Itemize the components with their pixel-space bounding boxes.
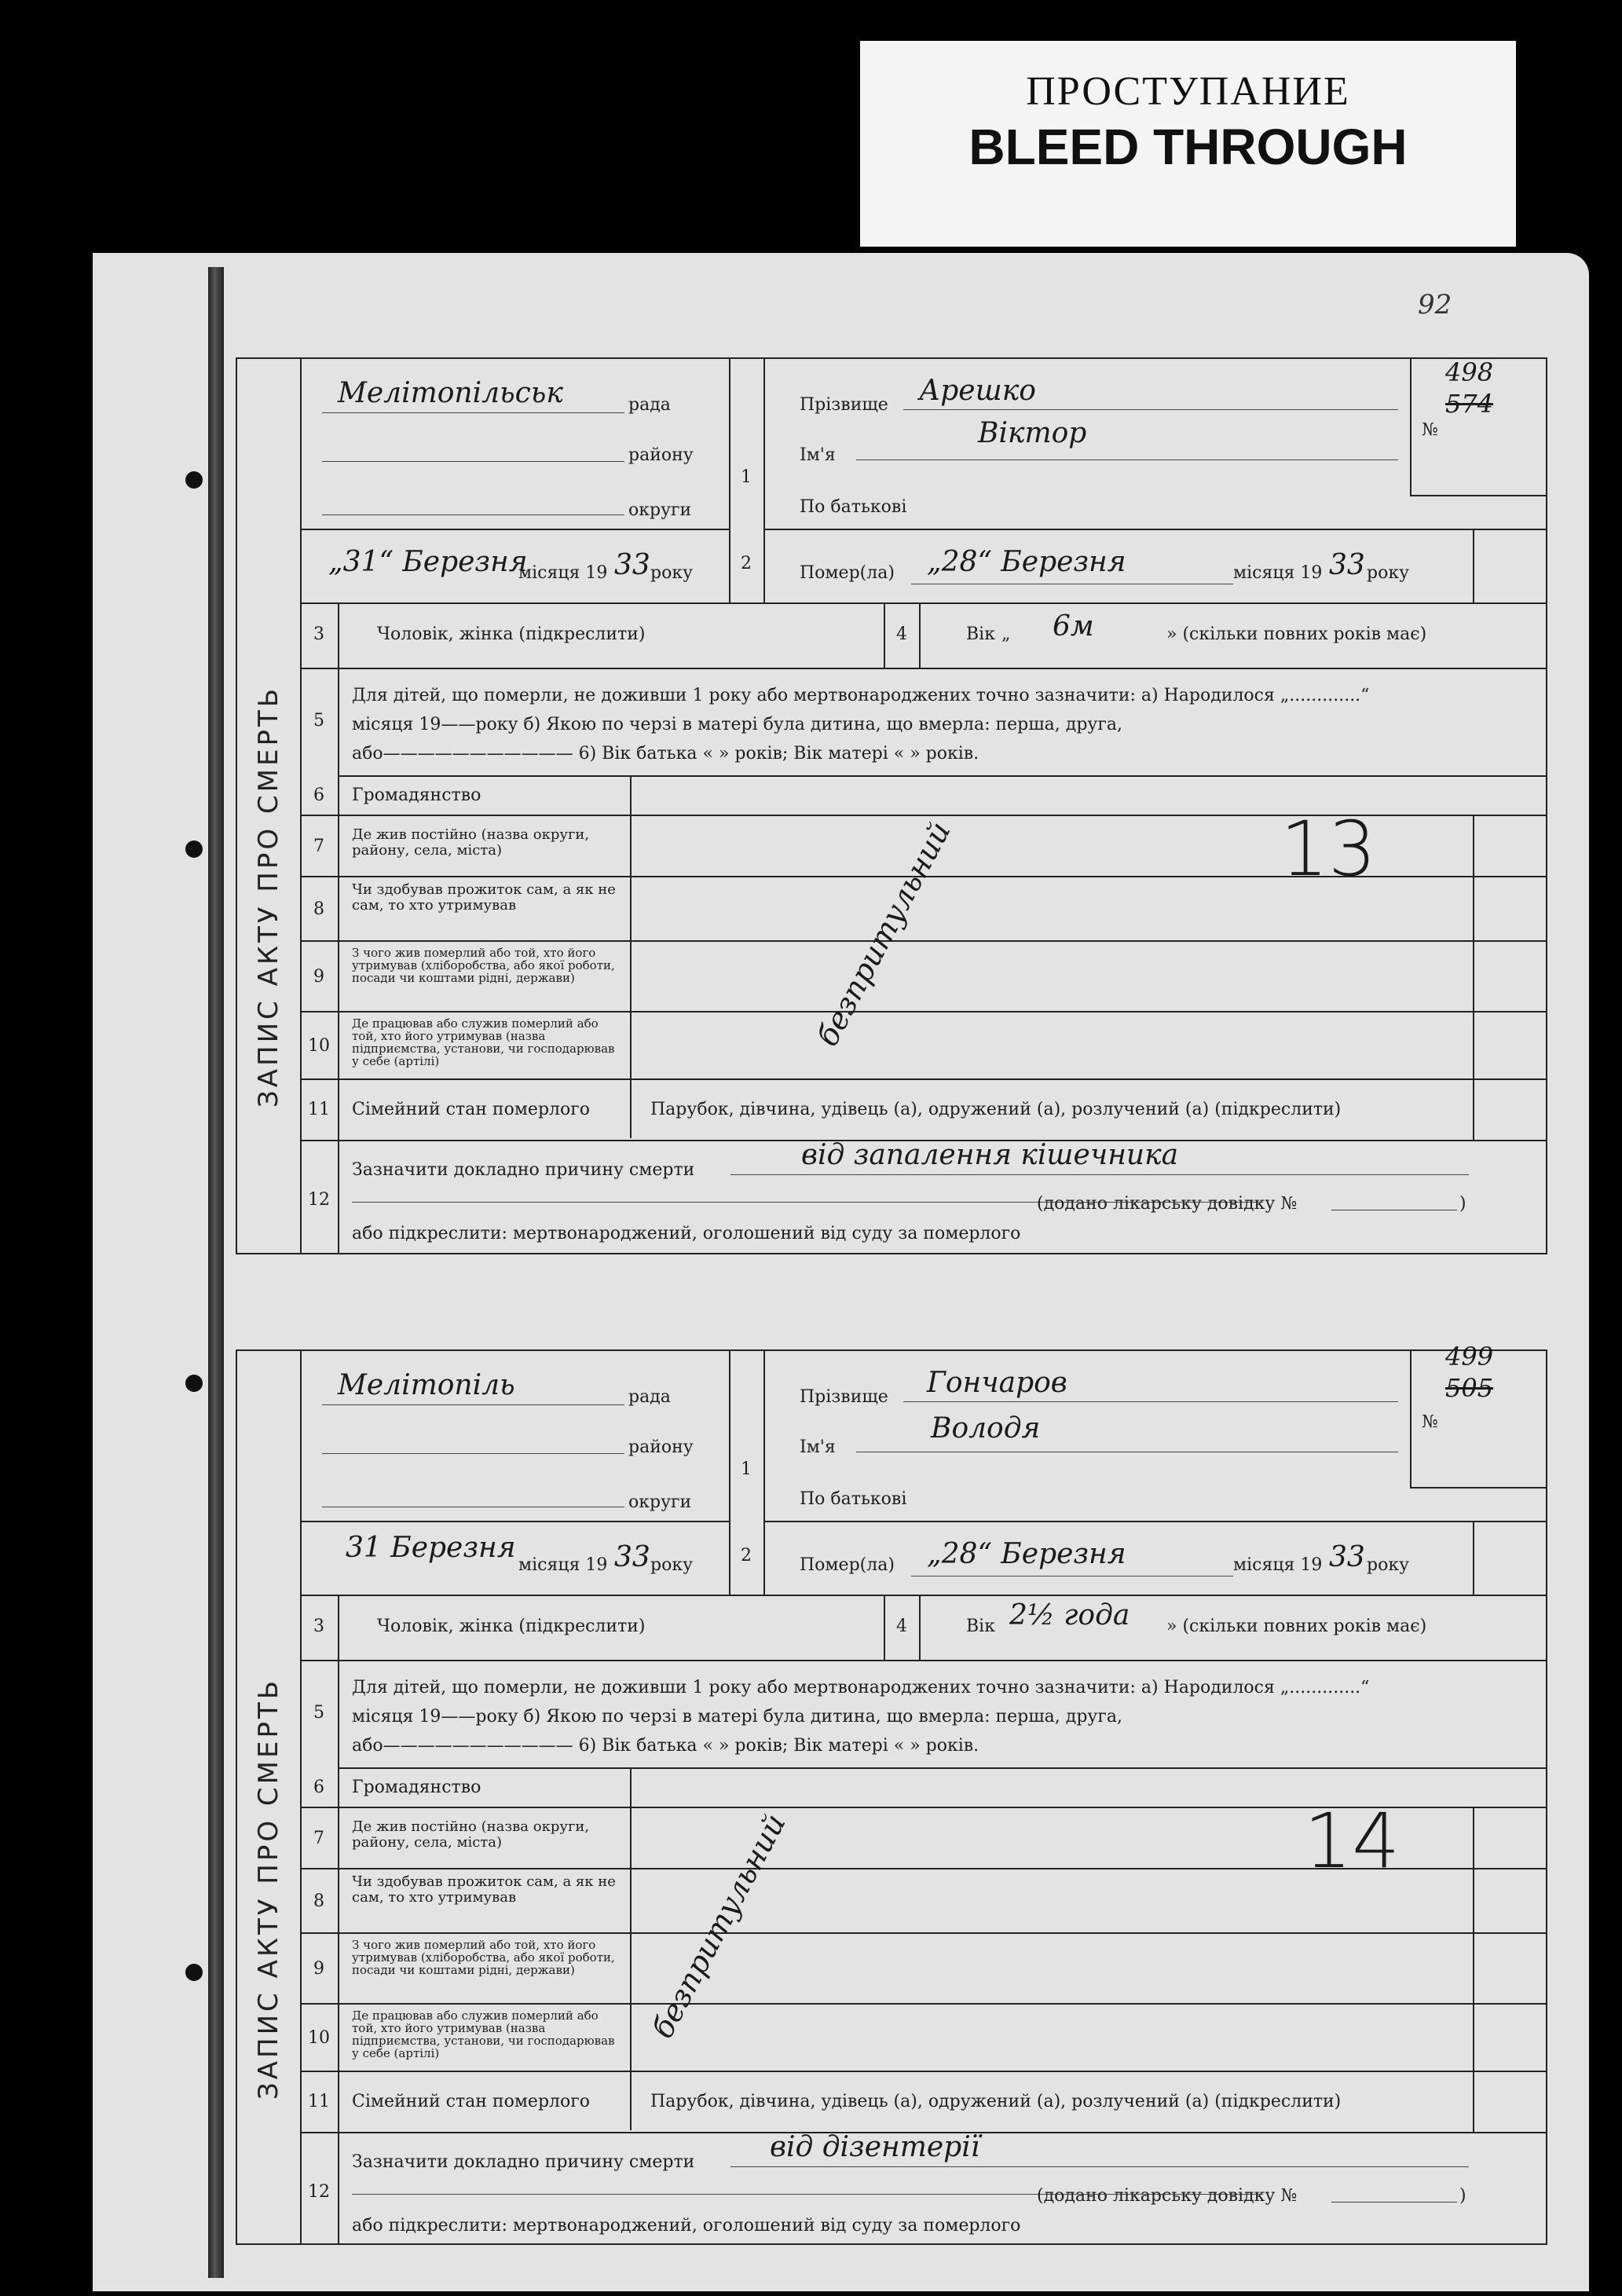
raion-line — [322, 1453, 624, 1454]
row-number: 5 — [313, 711, 324, 731]
row-number: 10 — [308, 1036, 330, 1056]
age-note: » (скільки повних років має) — [1166, 624, 1427, 644]
divider — [300, 1011, 1547, 1013]
side-divider — [300, 357, 302, 1253]
divider — [300, 2003, 1547, 2005]
row-number: 2 — [741, 1546, 752, 1565]
row-number: 11 — [308, 1100, 330, 1119]
death-month-label: місяця 19 — [1233, 1555, 1323, 1575]
workplace-label: Де працював або служив померлий або той, хто його утримував (назва підприємства, установи, чи господарював у себе (артілі) — [352, 2009, 615, 2060]
rada-line — [322, 1404, 624, 1405]
registration-date: „31“ Березня — [328, 546, 528, 578]
registration-year: 33 — [614, 549, 650, 581]
rada-value: Мелітопільськ — [338, 377, 563, 409]
row-number: 5 — [313, 1703, 324, 1723]
divider — [919, 1595, 921, 1660]
death-year-label: року — [1367, 563, 1410, 583]
row-number: 2 — [741, 554, 752, 573]
name-label: Ім'я — [800, 445, 836, 465]
divider — [300, 940, 1547, 942]
cause-line — [730, 2166, 1469, 2167]
divider — [763, 529, 1547, 530]
year-label: року — [650, 1555, 694, 1575]
binding-hole — [185, 840, 203, 858]
divider — [1410, 495, 1547, 496]
divider — [884, 1595, 885, 1660]
workplace-label: Де працював або служив померлий або той, хто його утримував (назва підприємства, установи, чи господарював у себе (артілі) — [352, 1016, 615, 1068]
record-number-sign: № — [1422, 1412, 1438, 1432]
divider — [1410, 1487, 1547, 1489]
okruha-line — [322, 514, 624, 515]
row-number: 12 — [308, 2182, 330, 2202]
row-number: 11 — [308, 2092, 330, 2111]
residence-label: Де жив постійно (назва округи, району, села, міста) — [352, 826, 590, 859]
binding-hole — [185, 471, 203, 489]
name-label: Ім'я — [800, 1437, 836, 1457]
name-value: Віктор — [978, 417, 1087, 449]
cause-label: Зазначити докладно причину смерти — [352, 1160, 695, 1180]
row-number: 9 — [313, 1959, 324, 1979]
divider — [1473, 1807, 1474, 2132]
surname-value: Арешко — [919, 375, 1036, 407]
row-number: 8 — [313, 899, 324, 919]
row-number: 6 — [313, 785, 324, 805]
surname-value: Гончаров — [927, 1367, 1067, 1399]
divider — [763, 357, 765, 602]
surname-line — [903, 409, 1398, 410]
okruha-label: округи — [628, 1492, 692, 1512]
divider — [338, 1767, 1547, 1769]
death-label: Помер(ла) — [800, 1555, 895, 1575]
divider — [300, 2071, 1547, 2072]
cause-value: від дізентерії — [770, 2131, 980, 2163]
big-number: 14 — [1304, 1797, 1400, 1885]
divider — [338, 775, 1547, 777]
marital-label: Сімейний стан померлого — [352, 1100, 591, 1119]
cause-line — [730, 1174, 1469, 1175]
cause-label: Зазначити докладно причину смерти — [352, 2152, 695, 2172]
divider — [1410, 357, 1411, 495]
stillborn-label: або підкреслити: мертвонароджений, оголошений від суду за померлого — [352, 2216, 1021, 2236]
record-number-new: 498 — [1445, 357, 1494, 387]
raion-label: району — [628, 445, 694, 465]
divider — [763, 1521, 1547, 1522]
row-number: 1 — [741, 1459, 752, 1479]
binding-holes — [93, 259, 212, 2286]
big-number: 13 — [1280, 805, 1377, 893]
record-number-old: 574 — [1445, 389, 1494, 419]
rada-label: рада — [628, 395, 671, 415]
medical-cert-label: (додано лікарську довідку № — [1037, 2186, 1298, 2206]
divider — [300, 602, 1547, 604]
divider — [1410, 1349, 1411, 1487]
row-number: 3 — [313, 1617, 324, 1636]
binding-hole — [185, 1964, 203, 1981]
row-number: 6 — [313, 1778, 324, 1797]
record-number-new: 499 — [1445, 1342, 1494, 1371]
death-record-form-2 — [236, 1342, 1547, 2245]
children-line-3: або——————————— 6) Вік батька « » років; Вік матері « » років. — [352, 1736, 979, 1756]
medical-cert-close: ) — [1459, 2186, 1466, 2206]
citizenship-label: Громадянство — [352, 1778, 481, 1797]
divider — [300, 1595, 1547, 1596]
income-source-label: З чого жив померлий або той, хто його утримував (хліборобства, або якої роботи, посади чи коштами рідні, держави) — [352, 946, 615, 985]
divider — [300, 529, 729, 530]
row-number: 10 — [308, 2028, 330, 2048]
death-record-form-1 — [236, 357, 1547, 1254]
row-number: 4 — [896, 1617, 907, 1636]
diagonal-note: безпритульний — [810, 815, 957, 1052]
divider — [300, 1078, 1547, 1080]
divider — [630, 1767, 632, 2130]
record-number-sign: № — [1422, 420, 1438, 440]
divider — [1473, 529, 1474, 602]
age-label: Вік — [966, 624, 995, 644]
raion-line — [322, 461, 624, 462]
marital-options: Парубок, дівчина, удівець (а), одружений (а), розлучений (а) (підкреслити) — [650, 1100, 1342, 1119]
divider — [338, 602, 339, 1253]
cause-value: від запалення кішечника — [801, 1139, 1179, 1171]
divider — [1473, 1521, 1474, 1595]
row-number: 7 — [313, 1829, 324, 1848]
patronymic-label: По батькові — [800, 497, 907, 517]
livelihood-label: Чи здобував прожиток сам, а як не сам, то хто утримував — [352, 881, 616, 914]
divider — [300, 1660, 1547, 1661]
patronymic-label: По батькові — [800, 1489, 907, 1509]
rada-line — [322, 412, 624, 413]
age-label: Вік — [966, 1617, 995, 1636]
age-value: 2½ года — [1009, 1599, 1130, 1631]
surname-label: Прізвище — [800, 395, 888, 415]
children-line-2: місяця 19——року б) Якою по черзі в матері була дитина, що вмерла: перша, друга, — [352, 715, 1122, 734]
surname-line — [903, 1401, 1398, 1402]
death-date: „28“ Березня — [927, 1538, 1126, 1570]
row-number: 8 — [313, 1891, 324, 1911]
death-month-label: місяця 19 — [1233, 563, 1323, 583]
income-source-label: З чого жив померлий або той, хто його утримував (хліборобства, або якої роботи, посади чи коштами рідні, держави) — [352, 1938, 615, 1977]
sheet-number: 92 — [1418, 289, 1452, 320]
children-line-3: або——————————— 6) Вік батька « » років; Вік матері « » років. — [352, 744, 979, 764]
rada-label: рада — [628, 1387, 671, 1407]
divider — [919, 602, 921, 668]
divider — [300, 668, 1547, 669]
name-value: Володя — [931, 1412, 1041, 1445]
month-label: місяця 19 — [518, 563, 608, 583]
age-quote-open: „ — [1001, 624, 1011, 644]
gender-label: Чоловік, жінка (підкреслити) — [377, 1617, 646, 1636]
death-date: „28“ Березня — [927, 546, 1126, 578]
divider — [1473, 815, 1474, 1140]
divider — [763, 1349, 765, 1595]
bleed-through-label — [860, 41, 1516, 247]
side-title: ЗАПИС АКТУ ПРО СМЕРТЬ — [253, 685, 284, 1108]
diagonal-note: безпритульний — [645, 1807, 793, 2044]
death-year: 33 — [1329, 1541, 1365, 1573]
divider — [630, 775, 632, 1138]
side-divider — [300, 1349, 302, 2245]
row-number: 1 — [741, 467, 752, 487]
registration-date: 31 Березня — [346, 1532, 516, 1564]
age-note: » (скільки повних років має) — [1166, 1617, 1427, 1636]
medical-cert-close: ) — [1459, 1194, 1466, 1214]
label-ru: ПРОСТУПАНИЕ — [1026, 69, 1350, 114]
divider — [300, 1932, 1547, 1934]
month-label: місяця 19 — [518, 1555, 608, 1575]
row-number: 12 — [308, 1190, 330, 1210]
divider — [300, 1521, 729, 1522]
children-line-2: місяця 19——року б) Якою по черзі в матері була дитина, що вмерла: перша, друга, — [352, 1707, 1122, 1727]
age-value: 6м — [1053, 610, 1094, 643]
okruha-label: округи — [628, 500, 692, 520]
year-label: року — [650, 563, 694, 583]
row-number: 9 — [313, 967, 324, 987]
row-number: 4 — [896, 624, 907, 644]
citizenship-label: Громадянство — [352, 785, 481, 805]
divider — [338, 1595, 339, 2245]
row-number: 3 — [313, 624, 324, 644]
row-number: 7 — [313, 837, 324, 856]
rada-value: Мелітопіль — [338, 1369, 515, 1401]
registration-year: 33 — [614, 1541, 650, 1573]
binding-hole — [185, 1375, 203, 1392]
death-label: Помер(ла) — [800, 563, 895, 583]
gender-label: Чоловік, жінка (підкреслити) — [377, 624, 646, 644]
children-line-1: Для дітей, що померли, не доживши 1 року або мертвонароджених точно зазначити: а) Народилося „.............“ — [352, 1678, 1370, 1697]
record-number-old: 505 — [1445, 1373, 1494, 1403]
marital-options: Парубок, дівчина, удівець (а), одружений (а), розлучений (а) (підкреслити) — [650, 2092, 1342, 2111]
children-line-1: Для дітей, що померли, не доживши 1 року або мертвонароджених точно зазначити: а) Народилося „.............“ — [352, 686, 1370, 705]
raion-label: району — [628, 1437, 694, 1457]
death-year-label: року — [1367, 1555, 1410, 1575]
side-title: ЗАПИС АКТУ ПРО СМЕРТЬ — [253, 1677, 284, 2100]
divider — [884, 602, 885, 668]
livelihood-label: Чи здобував прожиток сам, а як не сам, то хто утримував — [352, 1873, 616, 1906]
residence-label: Де жив постійно (назва округи, району, села, міста) — [352, 1818, 590, 1851]
surname-label: Прізвище — [800, 1387, 888, 1407]
death-year: 33 — [1329, 549, 1365, 581]
stillborn-label: або підкреслити: мертвонароджений, оголошений від суду за померлого — [352, 1224, 1021, 1243]
label-en: BLEED THROUGH — [968, 119, 1408, 175]
medical-cert-line — [1331, 2202, 1457, 2203]
medical-cert-label: (додано лікарську довідку № — [1037, 1194, 1298, 1214]
marital-label: Сімейний стан померлого — [352, 2092, 591, 2111]
